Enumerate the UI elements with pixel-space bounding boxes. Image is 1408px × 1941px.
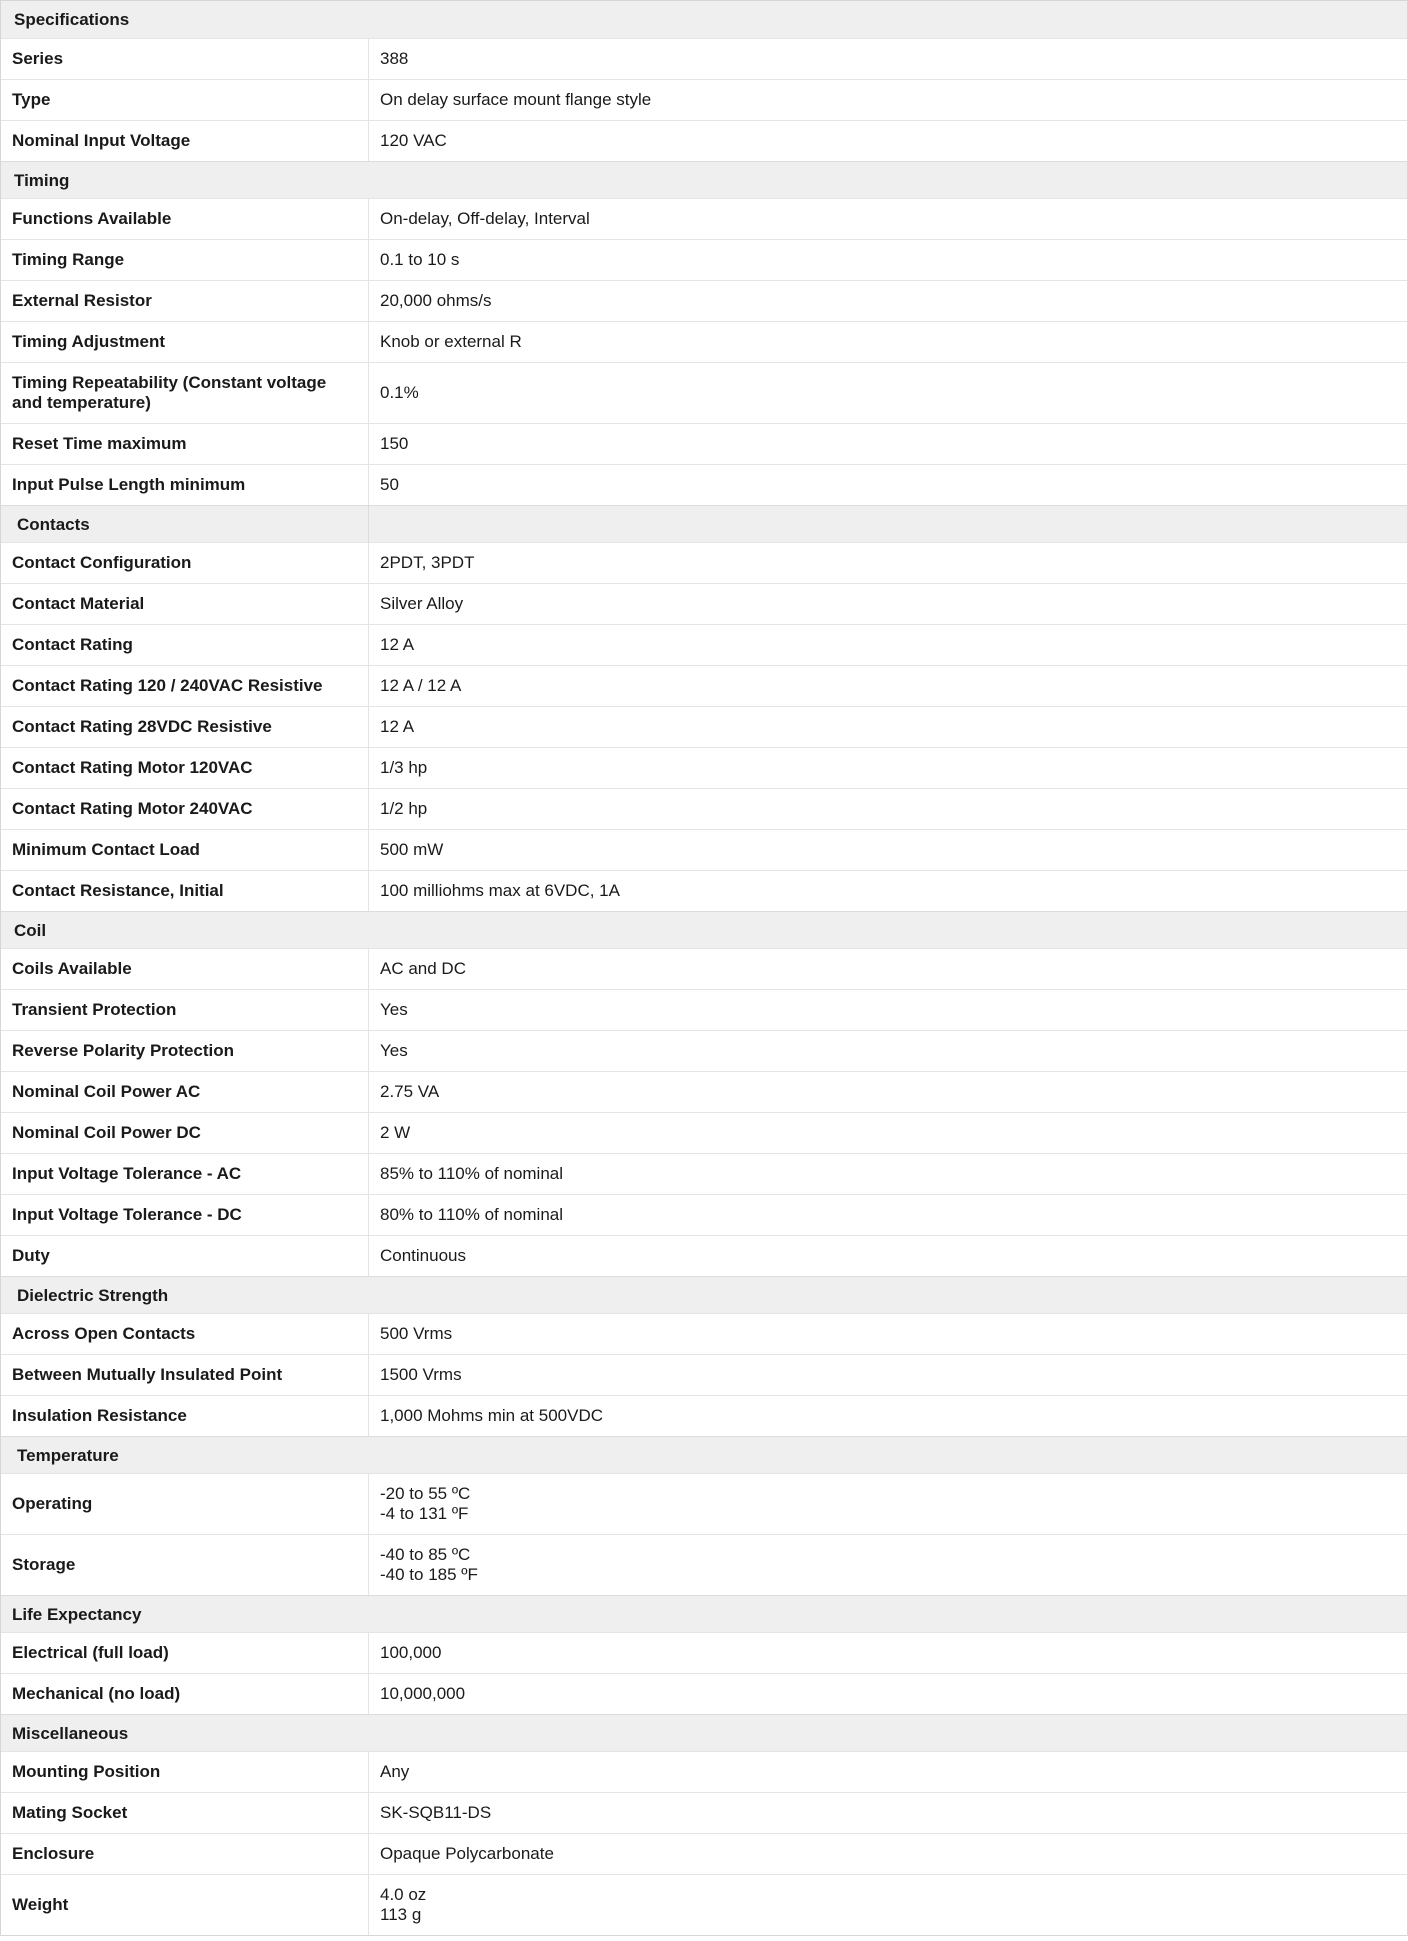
table-row [1, 1833, 1407, 1874]
spec-value: 0.1 to 10 s [380, 250, 460, 269]
table-row [1, 829, 1407, 870]
spec-label: Operating [1, 1474, 369, 1534]
spec-label: Contact Configuration [1, 543, 369, 583]
spec-label: Input Voltage Tolerance - DC [1, 1195, 369, 1235]
table-row [1, 1354, 1407, 1395]
spec-label: Contact Rating 28VDC Resistive [1, 707, 369, 747]
section-header-contacts [1, 505, 1407, 542]
spec-value [369, 1535, 1407, 1595]
spec-label: Mounting Position [1, 1752, 369, 1792]
spec-label: Contact Rating Motor 120VAC [1, 748, 369, 788]
spec-value-line: -20 to 55 ºC [380, 1484, 471, 1503]
section-header-dielectric-strength [1, 1276, 1407, 1313]
table-row [1, 706, 1407, 747]
table-row [1, 464, 1407, 505]
section-title: Temperature [17, 1446, 119, 1465]
section-header-coil: Coil [1, 911, 1407, 948]
spec-value: 85% to 110% of nominal [380, 1164, 564, 1183]
spec-label: External Resistor [1, 281, 369, 321]
spec-label: Timing Repeatability (Constant voltage and temperature) [1, 363, 369, 423]
section-header-timing: Timing [1, 161, 1407, 198]
spec-label: Nominal Coil Power AC [1, 1072, 369, 1112]
spec-label: Timing Adjustment [1, 322, 369, 362]
table-row [1, 788, 1407, 829]
spec-label: Mating Socket [1, 1793, 369, 1833]
spec-value [369, 1474, 1407, 1534]
spec-label: Reverse Polarity Protection [1, 1031, 369, 1071]
spec-value: 20,000 ohms/s [380, 291, 492, 310]
spec-value: On delay surface mount flange style [380, 90, 652, 109]
spec-label: Contact Rating [1, 625, 369, 665]
table-row [1, 1153, 1407, 1194]
spec-value: 2 W [380, 1123, 411, 1142]
spec-label: Contact Resistance, Initial [1, 871, 369, 911]
spec-label: Coils Available [1, 949, 369, 989]
spec-value: Any [380, 1762, 410, 1781]
spec-label: Between Mutually Insulated Point [1, 1355, 369, 1395]
spec-label: Duty [1, 1236, 369, 1276]
spec-value: 2PDT, 3PDT [380, 553, 475, 572]
table-row [1, 1534, 1407, 1595]
table-row [1, 989, 1407, 1030]
spec-label: Enclosure [1, 1834, 369, 1874]
table-row [1, 1194, 1407, 1235]
spec-label: Timing Range [1, 240, 369, 280]
section-header-temperature [1, 1436, 1407, 1473]
spec-value: 10,000,000 [380, 1684, 466, 1703]
table-row [1, 542, 1407, 583]
table-row [1, 1673, 1407, 1714]
spec-value: On-delay, Off-delay, Interval [380, 209, 590, 228]
table-row [1, 1071, 1407, 1112]
spec-label: Nominal Coil Power DC [1, 1113, 369, 1153]
spec-value: 12 A / 12 A [380, 676, 462, 695]
table-row [1, 1313, 1407, 1354]
table-row [1, 1473, 1407, 1534]
spec-value: Yes [380, 1000, 408, 1019]
table-row [1, 1632, 1407, 1673]
table-row [1, 321, 1407, 362]
spec-label: Series [1, 39, 369, 79]
section-title: Contacts [1, 506, 369, 542]
table-row [1, 583, 1407, 624]
spec-label: Reset Time maximum [1, 424, 369, 464]
table-row [1, 870, 1407, 911]
spec-value: 2.75 VA [380, 1082, 440, 1101]
table-row [1, 1874, 1407, 1935]
table-row [1, 948, 1407, 989]
table-row [1, 362, 1407, 423]
section-header-miscellaneous: Miscellaneous [1, 1714, 1407, 1751]
spec-value-line: -40 to 185 ºF [380, 1565, 478, 1584]
spec-value: 1/3 hp [380, 758, 428, 777]
spec-value: Opaque Polycarbonate [380, 1844, 554, 1863]
spec-label: Transient Protection [1, 990, 369, 1030]
table-row [1, 1030, 1407, 1071]
spec-value: 100 milliohms max at 6VDC, 1A [380, 881, 620, 900]
spec-value-line: 113 g [380, 1905, 422, 1924]
table-row [1, 747, 1407, 788]
spec-value: 1,000 Mohms min at 500VDC [380, 1406, 603, 1425]
spec-label: Across Open Contacts [1, 1314, 369, 1354]
table-row [1, 120, 1407, 161]
table-row [1, 79, 1407, 120]
spec-label: Input Voltage Tolerance - AC [1, 1154, 369, 1194]
spec-value: 80% to 110% of nominal [380, 1205, 564, 1224]
spec-value: Continuous [380, 1246, 467, 1265]
spec-value-line: -4 to 131 ºF [380, 1504, 469, 1523]
table-row [1, 38, 1407, 79]
table-row [1, 624, 1407, 665]
spec-label: Minimum Contact Load [1, 830, 369, 870]
spec-value: Silver Alloy [380, 594, 464, 613]
table-row [1, 239, 1407, 280]
spec-value: 50 [380, 475, 399, 494]
spec-value: Knob or external R [380, 332, 522, 351]
spec-value: 120 VAC [380, 131, 447, 150]
spec-label: Input Pulse Length minimum [1, 465, 369, 505]
table-row [1, 1751, 1407, 1792]
spec-value: Yes [380, 1041, 408, 1060]
section-header-specifications: Specifications [1, 1, 1407, 38]
spec-value: 150 [380, 434, 409, 453]
table-row [1, 1395, 1407, 1436]
table-row [1, 1235, 1407, 1276]
spec-label: Contact Rating Motor 240VAC [1, 789, 369, 829]
spec-value: AC and DC [380, 959, 466, 978]
spec-label: Type [1, 80, 369, 120]
table-row [1, 1792, 1407, 1833]
spec-label: Nominal Input Voltage [1, 121, 369, 161]
table-row [1, 423, 1407, 464]
spec-label: Weight [1, 1875, 369, 1935]
spec-value: 1500 Vrms [380, 1365, 462, 1384]
spec-label: Mechanical (no load) [1, 1674, 369, 1714]
spec-value-line: -40 to 85 ºC [380, 1545, 471, 1564]
spec-label: Contact Rating 120 / 240VAC Resistive [1, 666, 369, 706]
spec-value: 12 A [380, 635, 415, 654]
spec-label: Insulation Resistance [1, 1396, 369, 1436]
spec-label: Functions Available [1, 199, 369, 239]
spec-value: 500 mW [380, 840, 444, 859]
spec-value: 388 [380, 49, 409, 68]
spec-label: Contact Material [1, 584, 369, 624]
spec-value: 1/2 hp [380, 799, 428, 818]
section-title: Dielectric Strength [17, 1286, 169, 1305]
table-row [1, 198, 1407, 239]
spec-label: Storage [1, 1535, 369, 1595]
section-header-life-expectancy: Life Expectancy [1, 1595, 1407, 1632]
table-row [1, 1112, 1407, 1153]
spec-value [369, 1875, 1407, 1935]
spec-value: 0.1% [380, 383, 419, 402]
spec-value: 12 A [380, 717, 415, 736]
spec-value: SK-SQB11-DS [380, 1803, 492, 1822]
spec-label: Electrical (full load) [1, 1633, 369, 1673]
table-row [1, 665, 1407, 706]
spec-value: 100,000 [380, 1643, 442, 1662]
table-row [1, 280, 1407, 321]
spec-value-line: 4.0 oz [380, 1885, 427, 1904]
spec-value: 500 Vrms [380, 1324, 453, 1343]
